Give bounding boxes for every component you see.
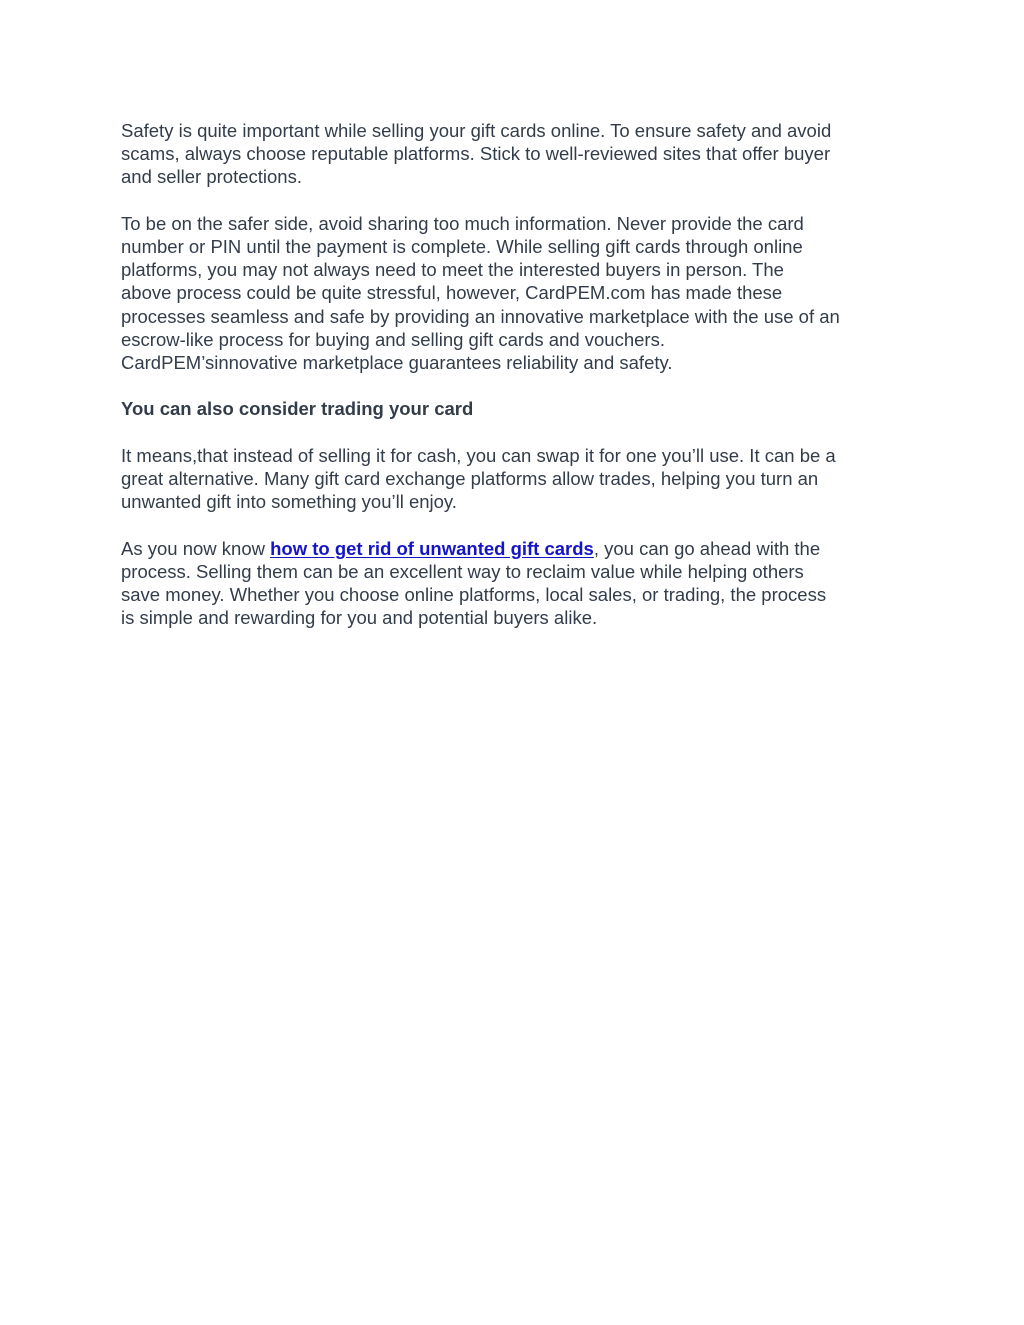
text-line: scams, always choose reputable platforms. Stick to well-reviewed sites that offer buyer — [121, 143, 831, 165]
section-heading: You can also consider trading your card — [121, 398, 474, 420]
text-line: It means,that instead of selling it for cash, you can swap it for one you’ll use. It can be a — [121, 444, 836, 466]
paragraph-conclusion — [121, 537, 911, 630]
text-line: To be on the safer side, avoid sharing too much information. Never provide the card — [121, 212, 804, 234]
text-line: CardPEM’sinnovative marketplace guarantees reliability and safety. — [121, 352, 673, 374]
text-line: and seller protections. — [121, 166, 302, 188]
document-page — [121, 119, 911, 653]
text-line: number or PIN until the payment is complete. While selling gift cards through online — [121, 236, 803, 257]
paragraph-trading — [121, 444, 911, 514]
text-line: above process could be quite stressful, however, CardPEM.com has made these — [121, 282, 783, 304]
text-after-link: , you can go ahead with the — [593, 537, 821, 559]
text-line: processes seamless and safe by providing an innovative marketplace with the use of an — [121, 305, 840, 327]
text-line: unwanted gift into something you’ll enjoy. — [121, 491, 457, 513]
text-line: great alternative. Many gift card exchange platforms allow trades, helping you turn an — [121, 468, 819, 489]
text-line: save money. Whether you choose online platforms, local sales, or trading, the process — [121, 584, 827, 605]
unwanted-gift-cards-link[interactable]: how to get rid of unwanted gift cards — [270, 537, 594, 559]
text-line: process. Selling them can be an excellent way to reclaim value while helping others — [121, 560, 804, 582]
text-line — [121, 537, 911, 560]
text-line: Safety is quite important while selling your gift cards online. To ensure safety and avoid — [121, 120, 832, 141]
text-before-link: As you now know — [121, 537, 271, 559]
paragraph-safety — [121, 119, 911, 189]
paragraph-safer-side — [121, 212, 911, 374]
text-line: platforms, you may not always need to meet the interested buyers in person. The — [121, 259, 784, 281]
text-line: is simple and rewarding for you and potential buyers alike. — [121, 607, 598, 629]
text-line: escrow-like process for buying and selling gift cards and vouchers. — [121, 328, 665, 350]
